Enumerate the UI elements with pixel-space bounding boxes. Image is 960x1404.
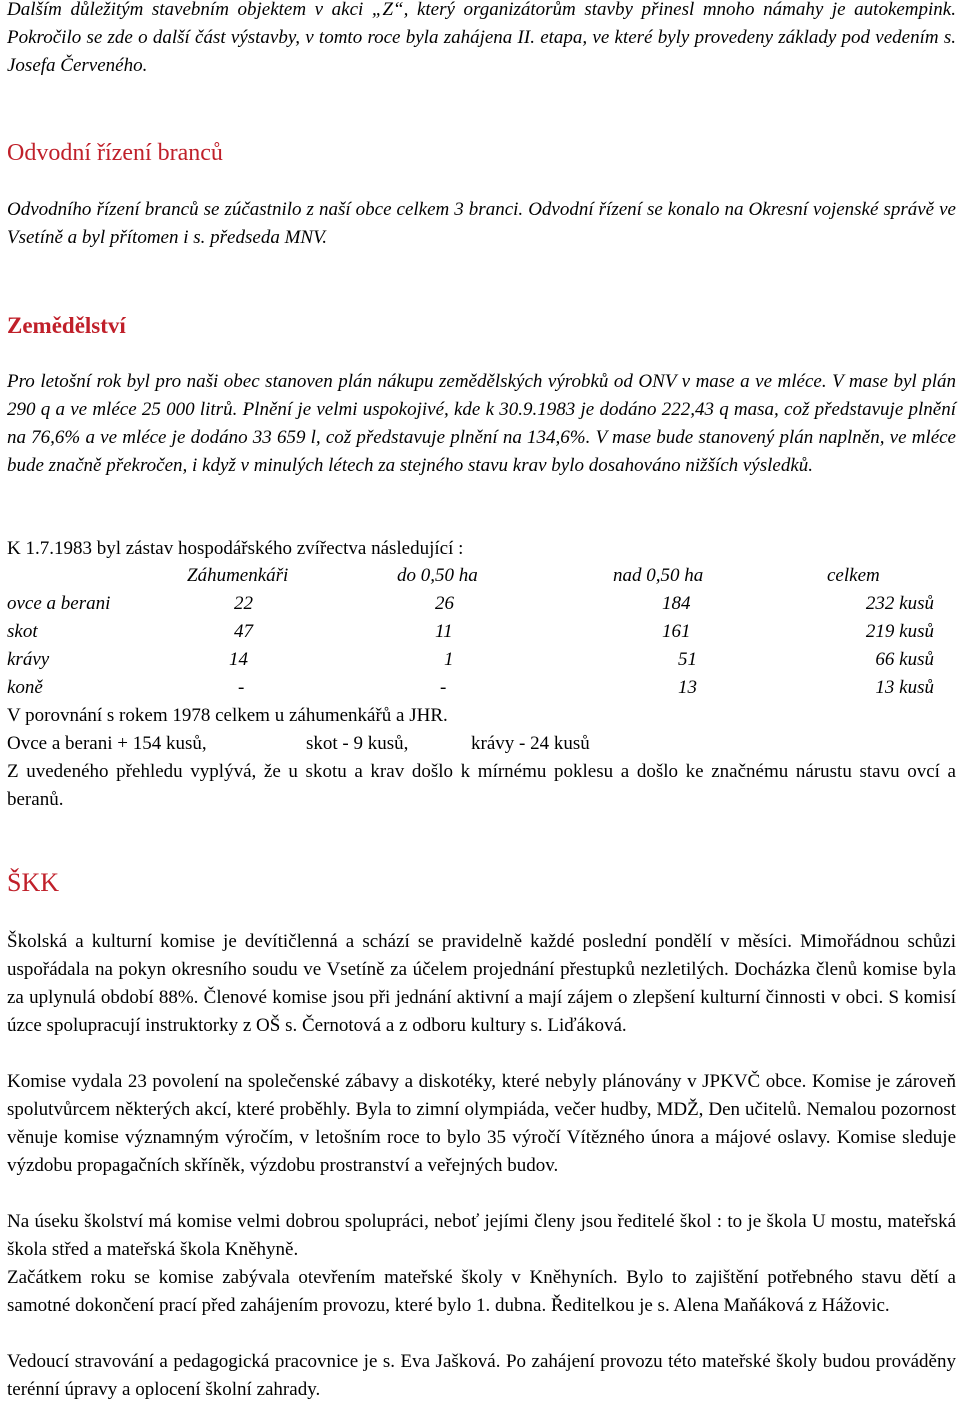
cell-zahumenkari: 47 <box>234 621 253 642</box>
column-header: celkem <box>827 565 880 586</box>
cell-zahumenkari: - <box>238 677 245 698</box>
table-row <box>7 646 956 674</box>
skk-paragraph-5: Vedoucí stravování a pedagogická pracovnice je s. Eva Jašková. Po zahájení provozu této mateřské školy budou prováděny terénní úpravy a oplocení školní zahrady. <box>7 1351 956 1400</box>
heading-odvodni-rizeni: Odvodní řízení branců <box>7 140 223 166</box>
cell-zahumenkari: 22 <box>234 593 253 614</box>
table-row <box>7 618 956 646</box>
change-skot: skot - 9 kusů, <box>306 733 409 754</box>
change-ovce: Ovce a berani + 154 kusů, <box>7 733 207 754</box>
skk-paragraph-2: Komise vydala 23 povolení na společenské zábavy a diskotéky, které nebyly plánovány v JPKVČ obce. Komise je zároveň spolutvůrcem některých akcí, které proběhly. Byla to zimní olympiáda, večer hudby, MDŽ, Den učitelů. Nemalou pozornost věnuje komise významným výročím, v letošním roce to bylo 35 výročí Vítězného února a májové oslavy. Komise sleduje výzdobu propagačních skříněk, výzdobu prostranství a veřejných budov. <box>7 1071 956 1176</box>
cell-do-050: 11 <box>435 621 453 642</box>
changes-line <box>7 730 956 758</box>
conclusion-paragraph: Z uvedeného přehledu vyplývá, že u skotu a krav došlo k mírnému poklesu a došlo ke značnému nárustu stavu ovcí a beranů. <box>7 761 956 810</box>
odvodni-paragraph: Odvodního řízení branců se zúčastnilo z naší obce celkem 3 branci. Odvodní řízení se konalo na Okresní vojenské správě ve Vsetíně a byl přítomen i s. předseda MNV. <box>7 199 956 248</box>
cell-do-050: 1 <box>444 649 454 670</box>
livestock-table <box>7 562 956 702</box>
column-header: do 0,50 ha <box>397 565 478 586</box>
livestock-intro: K 1.7.1983 byl zástav hospodářského zvířectva následující : <box>7 538 464 559</box>
cell-zahumenkari: 14 <box>229 649 248 670</box>
cell-do-050: - <box>440 677 447 698</box>
cell-nad-050: 161 <box>662 621 691 642</box>
autokemp-paragraph: Dalším důležitým stavebním objektem v akci „Z“, který organizátorům stavby přinesl mnoho námahy je autokempink. Pokročilo se zde o další část výstavby, v tomto roce byla zahájena II. etapa, ve které byly provedeny základy pod vedením s. Josefa Červeného. <box>7 0 956 76</box>
cell-nad-050: 184 <box>662 593 691 614</box>
cell-celkem: 232 kusů <box>865 593 934 614</box>
cell-celkem: 219 kusů <box>865 621 934 642</box>
heading-zemedelstvi: Zemědělství <box>7 313 126 338</box>
cell-nad-050: 51 <box>678 649 697 670</box>
heading-skk: ŠKK <box>7 868 60 897</box>
change-kravy: krávy - 24 kusů <box>471 733 590 754</box>
cell-do-050: 26 <box>435 593 454 614</box>
column-header: nad 0,50 ha <box>613 565 704 586</box>
column-header: Záhumenkáři <box>187 565 289 586</box>
row-label: koně <box>7 677 43 698</box>
table-header-row <box>7 562 956 590</box>
cell-celkem: 13 kusů <box>875 677 934 698</box>
table-row <box>7 674 956 702</box>
skk-paragraph-3: Na úseku školství má komise velmi dobrou spolupráci, neboť jejími členy jsou ředitelé škol : to je škola U mostu, mateřská škola střed a mateřská škola Kněhyně. <box>7 1211 956 1260</box>
cell-celkem: 66 kusů <box>875 649 934 670</box>
row-label: skot <box>7 621 38 642</box>
comparison-line: V porovnání s rokem 1978 celkem u záhumenkářů a JHR. <box>7 705 448 726</box>
row-label: krávy <box>7 649 50 670</box>
table-row <box>7 590 956 618</box>
skk-paragraph-1: Školská a kulturní komise je devítičlenná a schází se pravidelně každé poslední pondělí v měsíci. Mimořádnou schůzi uspořádala na pokyn okresního soudu ve Vsetíně za účelem projednání přestupků nezletilých. Docházka členů komise byla za uplynulá období 88%. Členové komise jsou při jednání aktivní a mají zájem o zlepšení kulturní činnosti v obci. S komisí úzce spolupracují instruktorky z OŠ s. Černotová a z odboru kultury s. Liďáková. <box>7 931 956 1036</box>
row-label: ovce a berani <box>7 593 111 614</box>
skk-paragraph-4: Začátkem roku se komise zabývala otevřením mateřské školy v Kněhyních. Bylo to zajištění potřebného stavu dětí a samotné dokončení prací před zahájením provozu, které bylo 1. dubna. Ředitelkou je s. Alena Maňáková z Hážovic. <box>7 1267 956 1316</box>
zemedelstvi-paragraph: Pro letošní rok byl pro naši obec stanoven plán nákupu zemědělských výrobků od ONV v mase a ve mléce. V mase byl plán 290 q a ve mléce 25 000 litrů. Plnění je velmi uspokojivé, kde k 30.9.1983 je dodáno 222,43 q masa, což představuje plnění na 76,6% a ve mléce je dodáno 33 659 l, což představuje plnění na 134,6%. V mase bude stanovený plán naplněn, ve mléce bude značně překročen, i když v minulých létech za stejného stavu krav bylo dosahováno nižších výsledků. <box>7 371 956 476</box>
cell-nad-050: 13 <box>678 677 697 698</box>
